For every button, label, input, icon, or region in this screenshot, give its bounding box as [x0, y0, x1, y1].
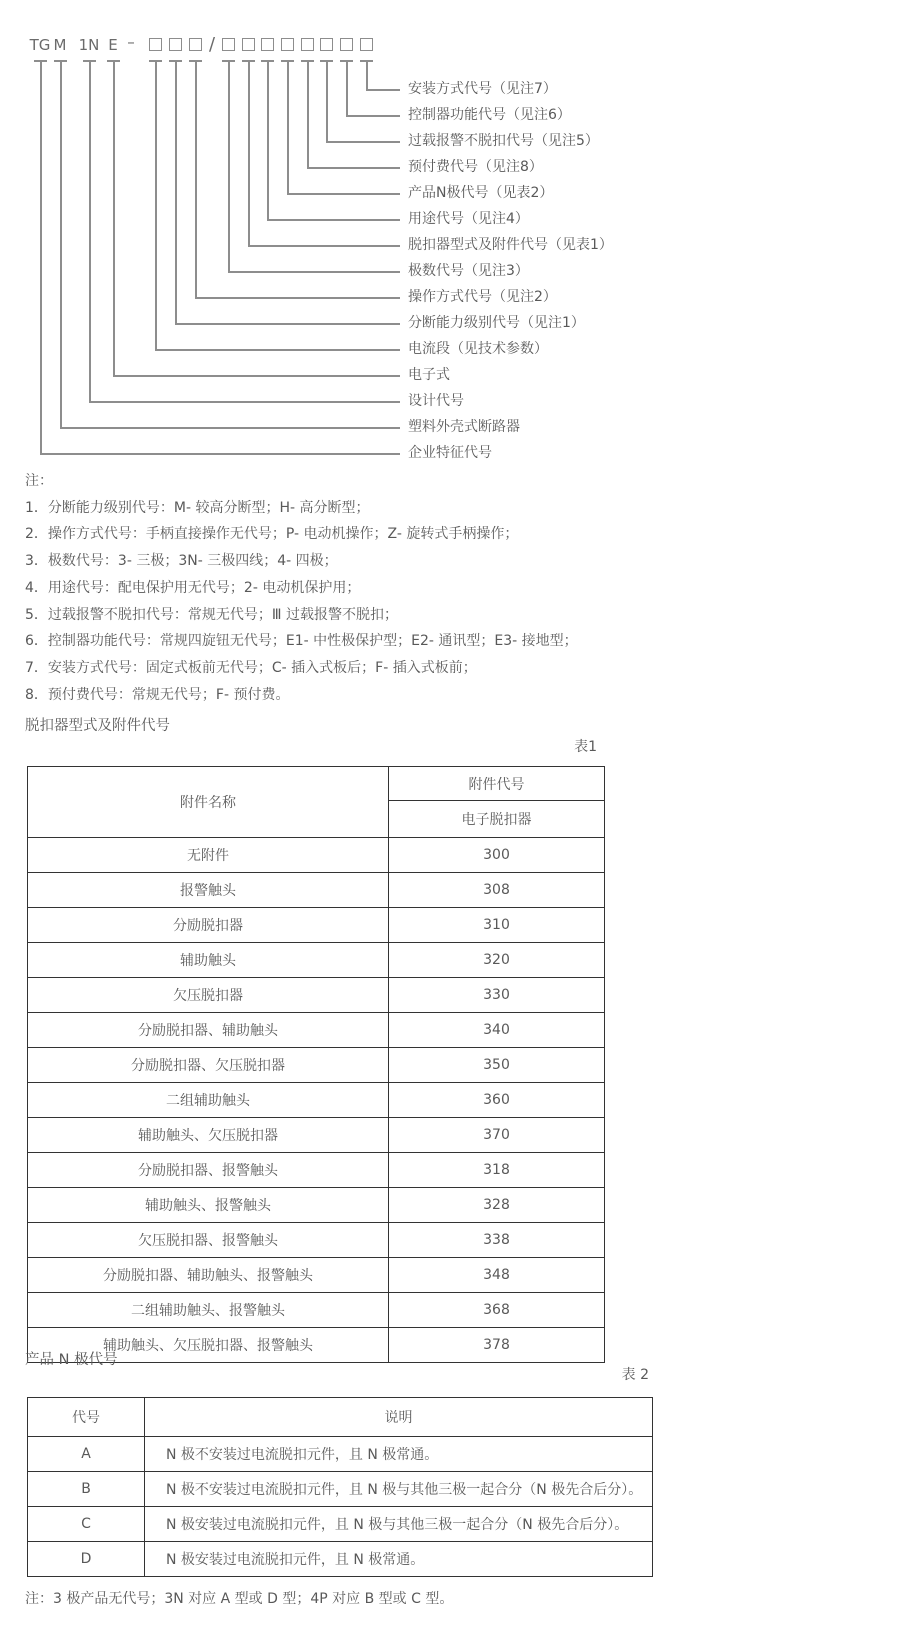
table1-caption: 表1 [574, 739, 597, 755]
t1-header-accessory-name: 附件名称 [28, 767, 389, 838]
accessory-code-cell: 338 [389, 1223, 605, 1258]
diagram-label: 塑料外壳式断路器 [408, 419, 520, 435]
label-connector-line [60, 427, 400, 429]
table-row [28, 873, 605, 908]
model-code-diagram [0, 0, 900, 460]
code-box [281, 38, 294, 51]
drop-line [89, 62, 91, 401]
code-dash: – [127, 33, 135, 51]
note-line: 1．分断能力级别代号：M- 较高分断型；H- 高分断型； [25, 499, 370, 516]
table-row [28, 1188, 605, 1223]
n-pole-description-cell: N 极不安装过电流脱扣元件，且 N 极与其他三极一起合分（N 极先合后分）。 [145, 1472, 653, 1507]
label-connector-line [40, 453, 400, 455]
table2-section-title: 产品 N 极代号 [25, 1352, 118, 1368]
code-box [149, 38, 162, 51]
code-box [261, 38, 274, 51]
accessory-code-cell: 360 [389, 1083, 605, 1118]
label-connector-line [195, 297, 400, 299]
table-row [28, 1437, 653, 1472]
t1-header-accessory-code: 附件代号 [389, 767, 605, 801]
accessory-code-cell: 368 [389, 1293, 605, 1328]
table-row [28, 1293, 605, 1328]
accessory-name-cell: 分励脱扣器、辅助触头 [28, 1013, 389, 1048]
accessory-code-cell: 378 [389, 1328, 605, 1363]
accessory-name-cell: 分励脱扣器 [28, 908, 389, 943]
table-row [28, 1083, 605, 1118]
n-pole-code-cell: A [28, 1437, 145, 1472]
label-connector-line [175, 323, 400, 325]
trip-unit-accessory-table [27, 766, 605, 1363]
n-pole-description-cell: N 极安装过电流脱扣元件，且 N 极常通。 [145, 1542, 653, 1577]
table-row [28, 978, 605, 1013]
t2-header-description: 说明 [145, 1398, 653, 1437]
label-connector-line [346, 115, 400, 117]
note-line: 5．过载报警不脱扣代号：常规无代号；Ⅲ 过载报警不脱扣； [25, 606, 399, 623]
note-line: 6．控制器功能代号：常规四旋钮无代号；E1- 中性极保护型；E2- 通讯型；E3- 接地型； [25, 633, 578, 650]
diagram-label: 设计代号 [408, 393, 464, 409]
table-header-row [28, 1398, 653, 1437]
accessory-code-cell: 370 [389, 1118, 605, 1153]
table2-footnote: 注：3 极产品无代号；3N 对应 A 型或 D 型；4P 对应 B 型或 C 型。 [25, 1591, 454, 1607]
accessory-name-cell: 辅助触头、欠压脱扣器、报警触头 [28, 1328, 389, 1363]
code-box [320, 38, 333, 51]
accessory-code-cell: 310 [389, 908, 605, 943]
accessory-name-cell: 二组辅助触头 [28, 1083, 389, 1118]
accessory-code-cell: 318 [389, 1153, 605, 1188]
accessory-name-cell: 无附件 [28, 838, 389, 873]
code-slash: / [208, 34, 216, 55]
table-row [28, 1472, 653, 1507]
drop-line [228, 62, 230, 271]
label-connector-line [326, 141, 400, 143]
diagram-label: 分断能力级别代号（见注1） [408, 315, 585, 331]
table-row [28, 1542, 653, 1577]
table-row [28, 1118, 605, 1153]
diagram-label: 过载报警不脱扣代号（见注5） [408, 133, 599, 149]
table1-section-title: 脱扣器型式及附件代号 [25, 718, 170, 734]
diagram-label: 预付费代号（见注8） [408, 159, 543, 175]
code-segment: M [53, 36, 67, 54]
diagram-label: 电流段（见技术参数） [408, 341, 548, 357]
label-connector-line [228, 271, 400, 273]
table-row [28, 943, 605, 978]
drop-line [175, 62, 177, 323]
accessory-code-cell: 340 [389, 1013, 605, 1048]
diagram-label: 产品N极代号（见表2） [408, 185, 554, 201]
accessory-name-cell: 报警触头 [28, 873, 389, 908]
accessory-code-cell: 308 [389, 873, 605, 908]
drop-line [40, 62, 42, 453]
n-pole-description-cell: N 极不安装过电流脱扣元件，且 N 极常通。 [145, 1437, 653, 1472]
n-pole-description-cell: N 极安装过电流脱扣元件，且 N 极与其他三极一起合分（N 极先合后分）。 [145, 1507, 653, 1542]
code-segment: TG [29, 36, 51, 54]
label-connector-line [155, 349, 400, 351]
accessory-code-cell: 300 [389, 838, 605, 873]
label-connector-line [113, 375, 400, 377]
table-row [28, 908, 605, 943]
note-line: 7．安装方式代号：固定式板前无代号；C- 插入式板后；F- 插入式板前； [25, 659, 477, 676]
notes-section [25, 468, 578, 708]
table-row [28, 1258, 605, 1293]
note-line: 8．预付费代号：常规无代号；F- 预付费。 [25, 686, 290, 703]
accessory-name-cell: 辅助触头、欠压脱扣器 [28, 1118, 389, 1153]
n-pole-code-cell: C [28, 1507, 145, 1542]
diagram-label: 企业特征代号 [408, 445, 492, 461]
t2-header-code: 代号 [28, 1398, 145, 1437]
accessory-code-cell: 328 [389, 1188, 605, 1223]
drop-line [113, 62, 115, 375]
accessory-name-cell: 欠压脱扣器 [28, 978, 389, 1013]
diagram-label: 极数代号（见注3） [408, 263, 529, 279]
drop-line [346, 62, 348, 115]
code-segment: E [108, 36, 118, 54]
label-connector-line [307, 167, 400, 169]
notes-title: 注： [25, 473, 53, 489]
accessory-name-cell: 分励脱扣器、报警触头 [28, 1153, 389, 1188]
diagram-label: 电子式 [408, 367, 450, 383]
note-line: 4．用途代号：配电保护用无代号；2- 电动机保护用； [25, 579, 361, 596]
diagram-label: 操作方式代号（见注2） [408, 289, 557, 305]
n-pole-code-cell: D [28, 1542, 145, 1577]
accessory-name-cell: 辅助触头、报警触头 [28, 1188, 389, 1223]
code-box [301, 38, 314, 51]
table-header-row [28, 767, 605, 801]
drop-line [307, 62, 309, 167]
diagram-label: 用途代号（见注4） [408, 211, 529, 227]
code-box [242, 38, 255, 51]
label-connector-line [267, 219, 400, 221]
label-connector-line [366, 89, 400, 91]
drop-line [60, 62, 62, 427]
t1-header-electronic-trip: 电子脱扣器 [389, 801, 605, 838]
table2-caption: 表 2 [621, 1367, 649, 1383]
accessory-code-cell: 320 [389, 943, 605, 978]
n-pole-code-cell: B [28, 1472, 145, 1507]
code-box [360, 38, 373, 51]
code-segment: 1N [78, 36, 100, 54]
code-box [222, 38, 235, 51]
note-line: 2．操作方式代号：手柄直接操作无代号；P- 电动机操作；Z- 旋转式手柄操作； [25, 526, 519, 543]
drop-line [195, 62, 197, 297]
code-box [189, 38, 202, 51]
accessory-name-cell: 分励脱扣器、欠压脱扣器 [28, 1048, 389, 1083]
code-box [169, 38, 182, 51]
accessory-code-cell: 348 [389, 1258, 605, 1293]
drop-line [155, 62, 157, 349]
table-row [28, 838, 605, 873]
table-row [28, 1013, 605, 1048]
table-row [28, 1153, 605, 1188]
accessory-name-cell: 欠压脱扣器、报警触头 [28, 1223, 389, 1258]
label-connector-line [89, 401, 400, 403]
drop-line [267, 62, 269, 219]
drop-line [248, 62, 250, 245]
accessory-name-cell: 分励脱扣器、辅助触头、报警触头 [28, 1258, 389, 1293]
accessory-name-cell: 辅助触头 [28, 943, 389, 978]
drop-line [287, 62, 289, 193]
table-row [28, 1507, 653, 1542]
diagram-label: 安装方式代号（见注7） [408, 81, 557, 97]
table-row [28, 1223, 605, 1258]
drop-line [366, 62, 368, 89]
code-box [340, 38, 353, 51]
accessory-name-cell: 二组辅助触头、报警触头 [28, 1293, 389, 1328]
note-line: 3．极数代号：3- 三极；3N- 三极四线；4- 四极； [25, 553, 338, 570]
label-connector-line [287, 193, 400, 195]
label-connector-line [248, 245, 400, 247]
drop-line [326, 62, 328, 141]
n-pole-code-table [27, 1397, 653, 1577]
accessory-code-cell: 330 [389, 978, 605, 1013]
diagram-label: 脱扣器型式及附件代号（见表1） [408, 237, 613, 253]
diagram-label: 控制器功能代号（见注6） [408, 107, 571, 123]
accessory-code-cell: 350 [389, 1048, 605, 1083]
table-row [28, 1048, 605, 1083]
